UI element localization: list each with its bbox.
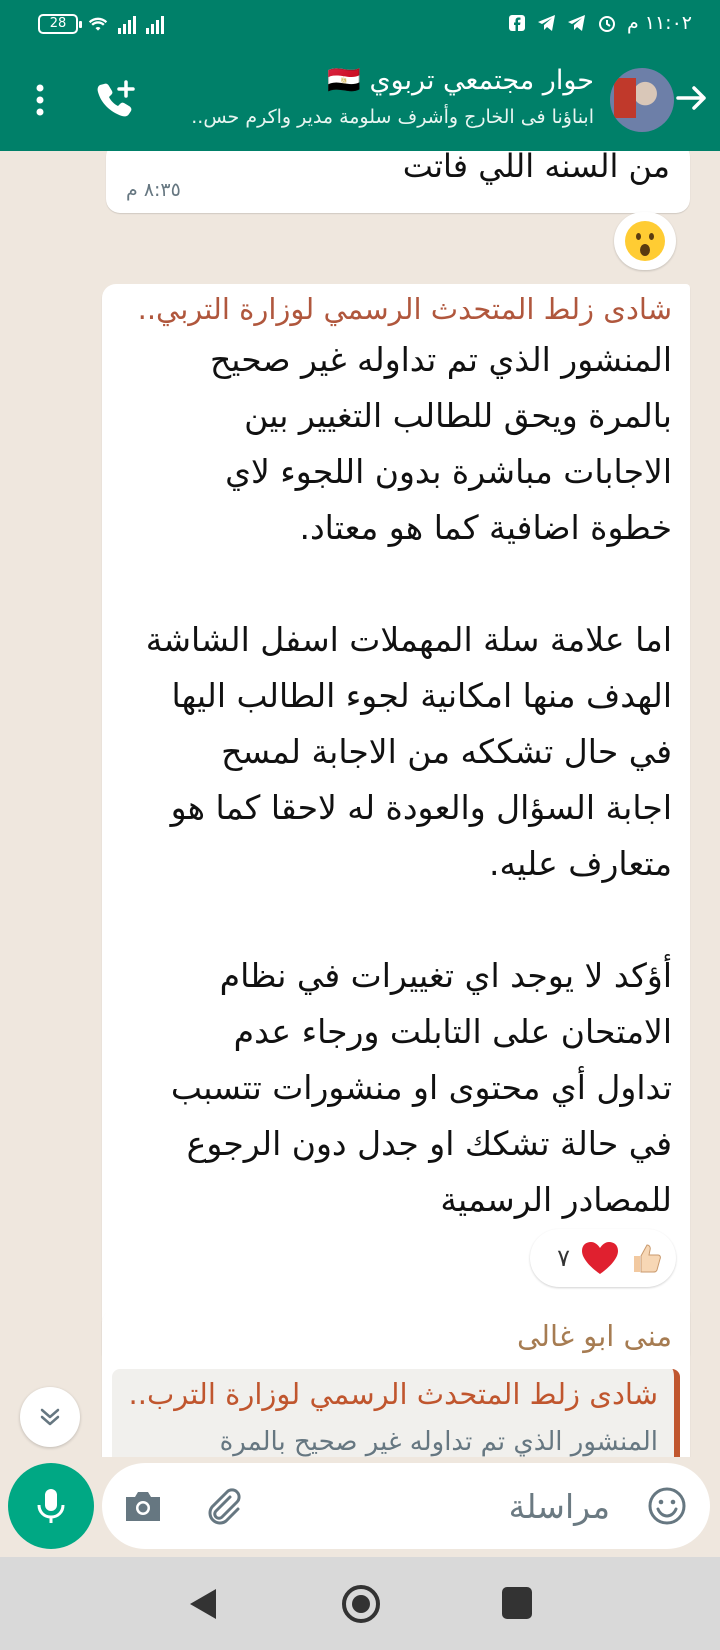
system-nav-bar	[0, 1557, 720, 1650]
sender-name[interactable]: منى ابو غالى	[516, 1319, 672, 1353]
clock: ١١:٠٢ م	[626, 12, 692, 34]
chat-area[interactable]	[0, 151, 720, 1457]
nav-recents-icon[interactable]	[502, 1587, 532, 1619]
status-right	[507, 12, 692, 34]
thumbs-up-icon	[630, 1241, 664, 1275]
message-time: ٨:٣٥ م	[126, 179, 181, 201]
quoted-text: المنشور الذي تم تداوله غير صحيح بالمرة	[219, 1427, 658, 1457]
add-call-icon[interactable]	[96, 78, 138, 120]
attach-icon[interactable]	[202, 1485, 244, 1527]
reaction-count: ٧	[557, 1244, 570, 1272]
nav-back-icon[interactable]	[186, 1585, 220, 1623]
nav-home-icon[interactable]	[340, 1583, 382, 1625]
camera-icon[interactable]	[122, 1487, 164, 1525]
scroll-down-button[interactable]	[20, 1387, 80, 1447]
reaction-badge[interactable]	[530, 1229, 676, 1287]
chat-title[interactable]: حوار مجتمعي تربوي 🇪🇬	[327, 65, 594, 96]
signal-icon	[118, 14, 136, 34]
chevron-down-icon	[37, 1404, 63, 1430]
wifi-icon	[88, 14, 108, 34]
surprised-emoji-icon	[625, 221, 665, 261]
signal-icon-2	[146, 14, 164, 34]
composer-bar	[0, 1457, 720, 1557]
message-bubble[interactable]	[106, 151, 690, 213]
message-text: المنشور الذي تم تداوله غير صحيح بالمرة ويحق للطالب التغيير بين الاجابات مباشرة بدون اللجوء لاي خطوة اضافية كما هو معتاد. اما علامة سلة المهملات اسفل الشاشة الهدف منها امكانية لجوء الطالب اليها في حال تشككه من الاجابة لمسح اجابة السؤال والعودة له لاحقا كما هو متعارف عليه. أؤكد لا يوجد اي تغييرات في نظام الامتحان على التابلت ورجاء عدم تداول أي محتوى او منشورات تتسبب في حالة تشكك او جدل دون الرجوع للمصادر الرسمية	[145, 340, 672, 1219]
message-bubble[interactable]	[102, 1309, 690, 1457]
menu-dots-icon[interactable]	[28, 80, 52, 120]
facebook-icon	[507, 13, 527, 33]
mic-icon	[33, 1486, 69, 1526]
quoted-sender: شادى زلط المتحدث الرسمي لوزارة الترب..	[128, 1377, 658, 1411]
mic-button[interactable]	[8, 1463, 94, 1549]
back-arrow-icon[interactable]	[672, 78, 712, 118]
battery-icon: 28	[38, 14, 78, 34]
reaction-badge[interactable]	[614, 212, 676, 270]
message-text: من السنه اللي فاتت	[402, 151, 670, 185]
message-input-box[interactable]	[102, 1463, 710, 1549]
telegram-icon-2	[537, 13, 557, 33]
chat-header	[0, 54, 720, 151]
emoji-icon[interactable]	[646, 1485, 688, 1527]
heart-icon	[580, 1240, 620, 1276]
alarm-icon	[597, 13, 617, 33]
sender-name[interactable]: شادى زلط المتحدث الرسمي لوزارة التربي..	[137, 292, 672, 326]
chat-subtitle[interactable]: ابناؤنا فى الخارج وأشرف سلومة مدير واكرم حس..	[191, 106, 594, 128]
quoted-message[interactable]	[112, 1369, 680, 1457]
avatar[interactable]	[610, 68, 674, 132]
telegram-icon	[567, 13, 587, 33]
message-input[interactable]	[310, 1483, 610, 1529]
status-left	[38, 14, 164, 34]
status-bar	[0, 0, 720, 54]
message-bubble[interactable]	[102, 284, 690, 1366]
